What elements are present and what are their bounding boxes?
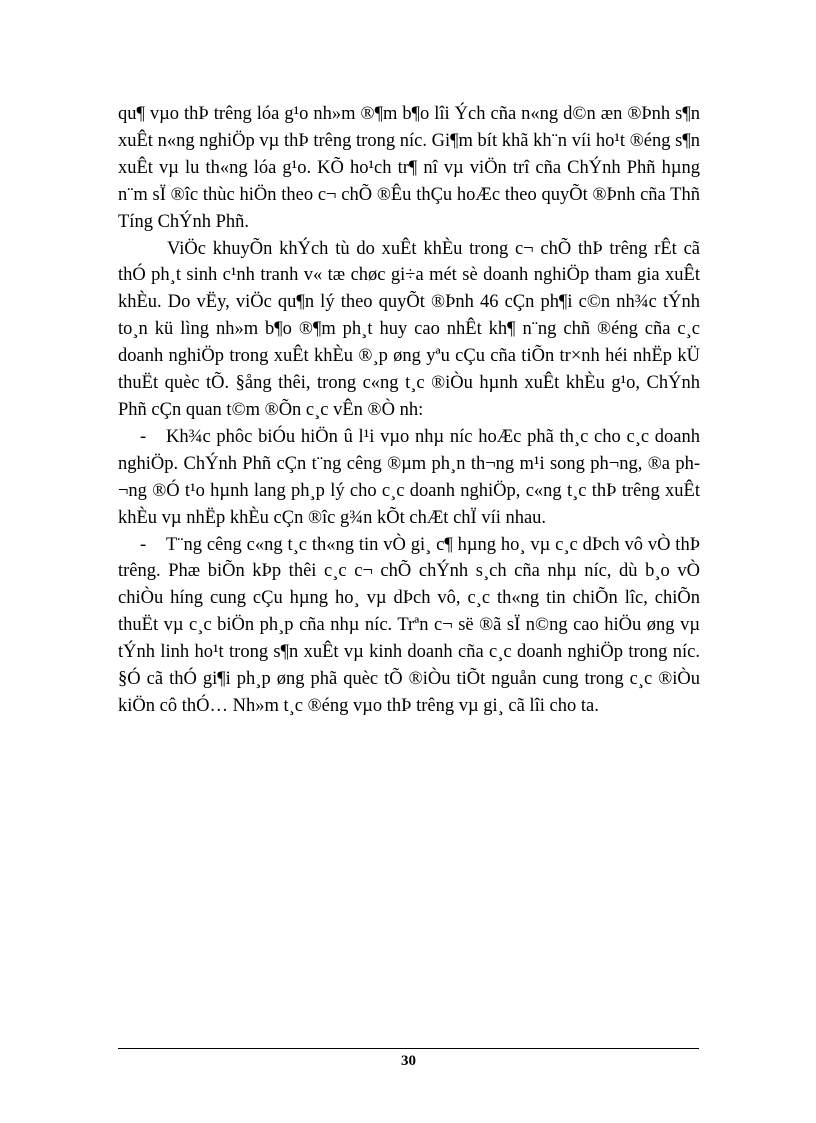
body-text bbox=[118, 101, 700, 720]
paragraph-export-policy: ViÖc khuyÕn khÝch tù do xuÊt khÈu trong c¬ chÕ thÞ trêng rÊt cã thÓ ph¸t sinh c¹nh tranh v« tæ chøc gi÷a mét sè doanh nghiÖp tham gia xuÊt khÈu. Do vËy, viÖc qu¶n lý theo quyÕt ®Þnh 46 cÇn ph¶i c©n nh¾c tÝnh to¸n kü lìng nh»m b¶o ®¶m ph¸t huy cao nhÊt kh¶ n¨ng chñ ®éng cña c¸c doanh nghiÖp trong xuÊt khÈu ®¸p øng yªu cÇu cña tiÕn tr×nh héi nhËp kÜ thuËt quèc tÕ. §ång thêi, trong c«ng t¸c ®iÒu hµnh xuÊt khÈu g¹o, ChÝnh Phñ cÇn quan t©m ®Õn c¸c vÊn ®Ò nh: bbox=[118, 238, 700, 420]
page-number: 30 bbox=[401, 1053, 416, 1069]
bullet-item: - T¨ng cêng c«ng t¸c th«ng tin vÒ gi¸ c¶ hµng ho¸ vµ c¸c dÞch vô vÒ thÞ trêng. Phæ biÕn kÞp thêi c¸c c¬ chÕ chÝnh s¸ch cña nhµ níc, dù b¸o vÒ chiÒu híng cung cÇu hµng ho¸ vµ dÞch vô, c¸c th«ng tin chiÕn lîc, chiÕn thuËt vµ c¸c biÖn ph¸p cña nhµ níc. Trªn c¬ së ®ã sÏ n©ng cao hiÖu øng vµ tÝnh linh ho¹t trong s¶n xuÊt vµ kinh doanh cña c¸c doanh nghiÖp trong níc. §Ó cã thÓ gi¶i ph¸p øng phã quèc tÕ ®iÒu tiÕt nguån cung trong c¸c ®iÒu kiÖn cô thÓ… Nh»m t¸c ®éng vµo thÞ trêng vµ gi¸ cã lîi cho ta. bbox=[118, 532, 700, 720]
paragraph-continuation: qu¶ vµo thÞ trêng lóa g¹o nh»m ®¶m b¶o lîi Ých cña n«ng d©n æn ®Þnh s¶n xuÊt n«ng nghiÖp vµ thÞ trêng trong níc. Gi¶m bít khã kh¨n víi ho¹t ®éng s¶n xuÊt vµ lu th«ng lóa g¹o. KÕ ho¹ch tr¶ nî vµ viÖn trî cña ChÝnh Phñ hµng n¨m sÏ ®îc thùc hiÖn theo c¬ chÕ ®Êu thÇu hoÆc theo quyÕt ®Þnh cña Thñ Tíng ChÝnh Phñ. bbox=[118, 104, 700, 232]
bullet-text: Kh¾c phôc biÓu hiÖn û l¹i vµo nhµ níc hoÆc phã th¸c cho c¸c doanh nghiÖp. ChÝnh Phñ cÇn t¨ng cêng ®µm ph¸n th¬ng m¹i song ph¬ng, ®a ph¬ng ®Ó t¹o hµnh lang ph¸p lý cho c¸c doanh nghiÖp, c«ng t¸c thÞ trêng xuÊt khÈu vµ nhËp khÈu cÇn ®îc g¾n kÕt chÆt chÏ víi nhau. bbox=[118, 426, 700, 528]
footer-divider bbox=[118, 1048, 699, 1049]
bullet-item: - Kh¾c phôc biÓu hiÖn û l¹i vµo nhµ níc hoÆc phã th¸c cho c¸c doanh nghiÖp. ChÝnh Phñ cÇn t¨ng cêng ®µm ph¸n th¬ng m¹i song ph¬ng, ®a ph¬ng ®Ó t¹o hµnh lang ph¸p lý cho c¸c doanh nghiÖp, c«ng t¸c thÞ trêng xuÊt khÈu vµ nhËp khÈu cÇn ®îc g¾n kÕt chÆt chÏ víi nhau. bbox=[118, 424, 700, 532]
bullet-text: T¨ng cêng c«ng t¸c th«ng tin vÒ gi¸ c¶ hµng ho¸ vµ c¸c dÞch vô vÒ thÞ trêng. Phæ biÕn kÞp thêi c¸c c¬ chÕ chÝnh s¸ch cña nhµ níc, dù b¸o vÒ chiÒu híng cung cÇu hµng ho¸ vµ dÞch vô, c¸c th«ng tin chiÕn lîc, chiÕn thuËt vµ c¸c biÖn ph¸p cña nhµ níc. Trªn c¬ së ®ã sÏ n©ng cao hiÖu øng vµ tÝnh linh ho¹t trong s¶n xuÊt vµ kinh doanh cña c¸c doanh nghiÖp trong níc. §Ó cã thÓ gi¶i ph¸p øng phã quèc tÕ ®iÒu tiÕt nguån cung trong c¸c ®iÒu kiÖn cô thÓ… Nh»m t¸c ®éng vµo thÞ trêng vµ gi¸ cã lîi cho ta. bbox=[118, 534, 700, 716]
